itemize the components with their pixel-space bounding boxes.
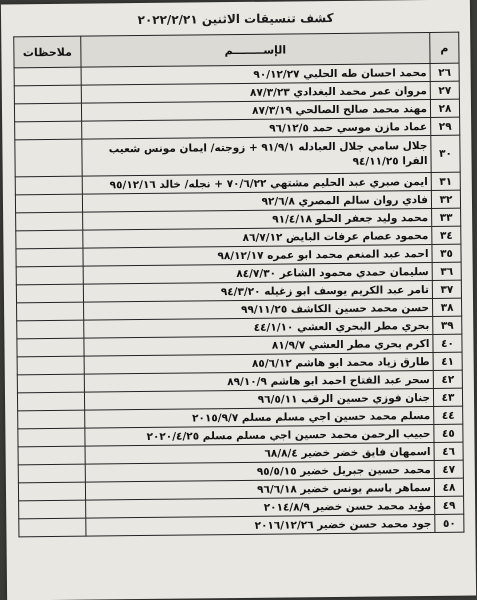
names-table (13, 32, 464, 538)
row-notes (15, 139, 82, 177)
row-notes (18, 410, 85, 429)
row-notes (16, 284, 83, 303)
row-notes (15, 176, 82, 195)
row-number: ٣٠ (431, 135, 460, 172)
row-number: ٣٣ (432, 208, 461, 226)
row-name: جلال سامي جلال العبادله ٩١/٩/١ + زوجته/ ايمان مونس شعيب الفرا ٩٤/١١/٢٥ (82, 135, 431, 176)
row-name: طارق زياد محمد ابو هاشم ٨٥/٦/١٢ (84, 352, 433, 374)
row-number: ٤٩ (435, 496, 464, 514)
row-name: محمد احسان طه الحلبي ٩٠/١٢/٢٧ (81, 63, 430, 85)
row-number: ٤٧ (434, 460, 463, 478)
document-page (1, 0, 476, 600)
row-notes (18, 446, 85, 465)
row-number: ٤٠ (433, 334, 462, 352)
row-number: ٣٢ (431, 190, 460, 208)
row-notes (15, 121, 82, 140)
row-name: اكرم بحري مطر العشي ٨١/٩/٧ (84, 334, 433, 356)
row-number: ٢٧ (430, 81, 459, 99)
row-name: سحر عبد الفتاح احمد ابو هاشم ٨٩/١٠/٩ (84, 370, 433, 392)
row-number: ٥٠ (435, 514, 464, 532)
row-number: ٤١ (433, 352, 462, 370)
row-notes (17, 338, 84, 357)
table-header-row (14, 32, 459, 68)
row-name: محمد حسين جبريل خضير ٩٥/٥/١٥ (85, 460, 434, 482)
row-notes (14, 67, 81, 86)
header-number: م (430, 32, 459, 63)
row-notes (16, 266, 83, 285)
table-row (19, 514, 464, 537)
row-number: ٣٩ (433, 316, 462, 334)
row-number: ٣٥ (432, 244, 461, 262)
row-notes (17, 302, 84, 321)
row-number: ٤٨ (434, 478, 463, 496)
row-name: حبيب الرحمن محمد حسين اجي مسلم مسلم ٢٠٢٠/٤/٢٥ (85, 424, 434, 446)
row-name: احمد عبد المنعم محمد ابو عمره ٩٨/١٢/١٧ (83, 244, 432, 266)
row-name: بحري مطر البحري العشي ٤٤/١/١٠ (84, 316, 433, 338)
row-name: فادي روان سالم المصري ٩٢/٦/٨ (82, 190, 431, 212)
row-name: مؤيد محمد حسن خضير ٢٠١٤/٨/٩ (86, 496, 435, 518)
row-number: ٤٤ (434, 406, 463, 424)
row-notes (19, 518, 86, 537)
row-number: ٤٥ (434, 424, 463, 442)
row-number: ٣٨ (432, 298, 461, 316)
row-number: ٢٨ (430, 99, 459, 117)
row-notes (17, 392, 84, 411)
row-number: ٤٦ (434, 442, 463, 460)
row-name: ايمن صبري عبد الحليم مشتهي ٧٠/٦/٢٢ + نجله/ خالد ٩٥/١٢/١٦ (82, 172, 431, 194)
row-notes (18, 482, 85, 501)
row-name: مسلم محمد حسين اجي مسلم مسلم ٢٠١٥/٩/٧ (85, 406, 434, 428)
row-notes (18, 428, 85, 447)
row-notes (17, 374, 84, 393)
row-name: مهند محمد صالح الصالحي ٨٧/٣/١٩ (81, 99, 430, 121)
header-name (81, 32, 430, 67)
row-notes (15, 194, 82, 213)
row-notes (16, 248, 83, 267)
row-notes (17, 356, 84, 375)
page-title: كشف تنسيقات الاثنين ٢٠٢٢/٢/٢١ (137, 10, 334, 28)
row-number: ٢٦ (430, 63, 459, 81)
row-name: جنان فوزي حسين الرقب ٩٦/٥/١١ (84, 388, 433, 410)
row-name: سماهر باسم يونس خضير ٩٦/٦/١٨ (85, 478, 434, 500)
row-notes (17, 320, 84, 339)
row-number: ٤٢ (433, 370, 462, 388)
row-name: جود محمد حسن خضير ٢٠١٦/١٢/٢٦ (86, 514, 435, 536)
row-number: ٤٣ (433, 388, 462, 406)
row-name: حسن محمد حسين الكاشف ٩٩/١١/٢٥ (84, 298, 433, 320)
row-name: محمود عصام عرفات البايض ٨٦/٧/١٢ (83, 226, 432, 248)
row-name: اسمهان فايق خضر خضير ٦٨/٨/٤ (85, 442, 434, 464)
row-notes (18, 464, 85, 483)
header-notes: ملاحظات (14, 36, 81, 68)
row-name: سليمان حمدي محمود الشاعر ٨٤/٧/٣٠ (83, 262, 432, 284)
row-notes (19, 500, 86, 519)
row-name: مروان عمر محمد البغدادي ٨٧/٣/٢٣ (81, 81, 430, 103)
row-number: ٣٧ (432, 280, 461, 298)
row-name: تامر عبد الكريم يوسف ابو زغيله ٩٤/٣/٢٠ (83, 280, 432, 302)
row-notes (14, 103, 81, 122)
row-notes (16, 212, 83, 231)
row-number: ٣١ (431, 172, 460, 190)
table-row (15, 135, 460, 177)
row-name: محمد وليد جعفر الحلو ٩١/٤/١٨ (83, 208, 432, 230)
row-number: ٣٤ (432, 226, 461, 244)
row-number: ٣٦ (432, 262, 461, 280)
row-notes (16, 230, 83, 249)
row-notes (14, 85, 81, 104)
row-name: عماد مازن موسي حمد ٩٦/١٢/٥ (82, 117, 431, 139)
row-number: ٢٩ (431, 117, 460, 135)
header-name-label: الإســــــــم (224, 42, 287, 57)
